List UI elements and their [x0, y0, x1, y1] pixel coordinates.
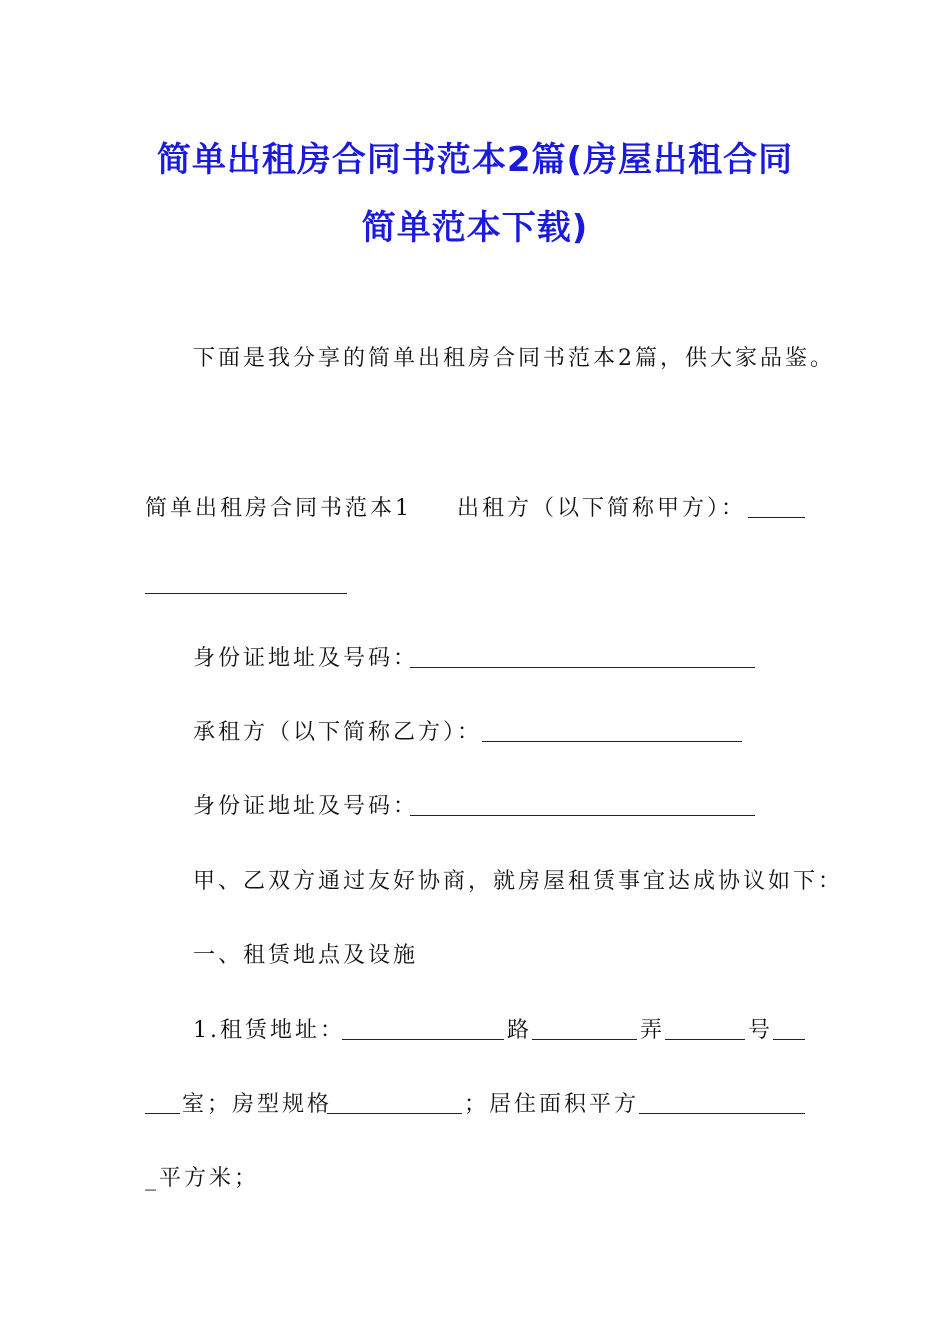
lessee-line: [193, 718, 482, 748]
lessee-blank: [482, 741, 742, 742]
item-1-lane-blank: [665, 1039, 745, 1040]
intro-paragraph: 下面是我分享的简单出租房合同书范本2篇，供大家品鉴。: [193, 346, 835, 371]
item-1-area-label: ；居住面积平方: [464, 1092, 640, 1117]
lessor-line: [457, 494, 746, 524]
document-title-line-1: 简单出租房合同书范本2篇(房屋出租合同: [156, 140, 794, 180]
contract-heading: 简单出租房合同书范本1: [145, 496, 412, 521]
lessor-id-label: 身份证地址及号码：: [193, 646, 419, 671]
lessor-blank-continued: [145, 593, 347, 594]
item-1-prefix: 1.租赁地址：: [193, 1018, 345, 1043]
lessor-label: 出租方（以下简称甲方）：: [457, 496, 747, 521]
lessor-blank: [748, 517, 805, 518]
item-1-layout-blank: [327, 1113, 462, 1114]
item-1-room: 室；房型规格: [182, 1092, 333, 1117]
lessee-id-blank: [410, 815, 755, 816]
item-1-address-blank: [342, 1039, 504, 1040]
item-1-area-blank: [639, 1113, 805, 1114]
item-1-road: 路: [507, 1018, 533, 1043]
item-1-room-blank: [145, 1113, 180, 1114]
item-1-number-blank: [773, 1039, 805, 1040]
lessee-id-label: 身份证地址及号码：: [193, 794, 419, 819]
lessee-id-line: [193, 792, 418, 822]
item-1-number: 号: [748, 1018, 774, 1043]
contract-heading-line: [145, 494, 412, 524]
section-1-title: 一、租赁地点及设施: [193, 943, 419, 968]
item-1-road-blank: [532, 1039, 637, 1040]
item-1-unit: _平方米；: [145, 1166, 260, 1191]
lessor-id-line: [193, 644, 418, 674]
lessor-id-blank: [410, 667, 755, 668]
document-title-line-2: 简单范本下载): [361, 208, 589, 248]
item-1-lane: 弄: [640, 1018, 666, 1043]
lessee-label: 承租方（以下简称乙方）：: [193, 720, 483, 745]
agreement-intro: 甲、乙双方通过友好协商，就房屋租赁事宜达成协议如下：: [193, 869, 844, 894]
